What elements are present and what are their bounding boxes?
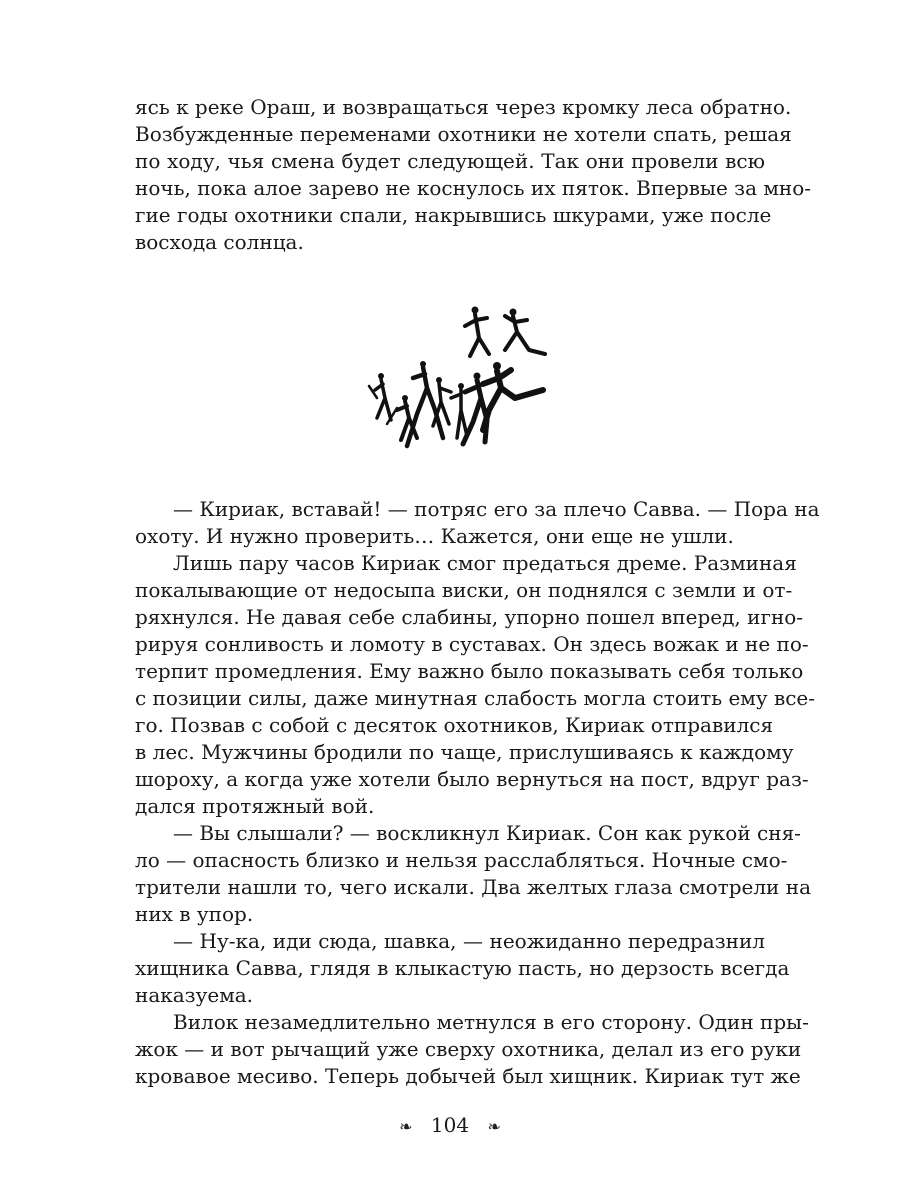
text-line: — Вы слышали? — воскликнул Кириак. Сон как рукой сня- [173, 821, 801, 845]
text-line: наказуема. [135, 983, 254, 1007]
text-line: Вилок незамедлительно метнулся в его сторону. Один пры- [173, 1010, 809, 1034]
text-line: шороху, а когда уже хотели было вернуться на пост, вдруг раз- [135, 767, 809, 791]
text-line: жок — и вот рычащий уже сверху охотника, делал из его руки [135, 1037, 802, 1061]
paragraph-main [135, 496, 820, 1090]
text-line: го. Позвав с собой с десяток охотников, Кириак отправился [135, 713, 774, 737]
paragraph-top [135, 94, 812, 256]
text-line: ясь к реке Ораш, и возвращаться через кромку леса обратно. [135, 95, 792, 119]
text-line: терпит промедления. Ему важно было показывать себя только [135, 659, 804, 683]
ornament-left-icon: ❧ [399, 1116, 413, 1136]
cave-painting-hunters-icon [367, 298, 557, 463]
text-line: них в упор. [135, 902, 254, 926]
page-number: 104 [430, 1113, 470, 1137]
book-page [135, 0, 820, 1200]
ornament-right-icon: ❧ [487, 1116, 501, 1136]
text-line: охоту. И нужно проверить… Кажется, они еще не ушли. [135, 524, 734, 548]
text-line: — Кириак, вставай! — потряс его за плечо Савва. — Пора на [173, 497, 820, 521]
text-line: ночь, пока алое зарево не коснулось их пяток. Впервые за мно- [135, 176, 812, 200]
text-line: кровавое месиво. Теперь добычей был хищник. Кириак тут же [135, 1064, 801, 1088]
text-line: покалывающие от недосыпа виски, он поднялся с земли и от- [135, 578, 793, 602]
page-footer [135, 1110, 765, 1140]
text-line: восхода солнца. [135, 230, 304, 254]
text-line: в лес. Мужчины бродили по чаще, прислушиваясь к каждому [135, 740, 794, 764]
text-line: ло — опасность близко и нельзя расслабляться. Ночные смо- [135, 848, 788, 872]
text-line: по ходу, чья смена будет следующей. Так они провели всю [135, 149, 765, 173]
text-line: рируя сонливость и ломоту в суставах. Он здесь вожак и не по- [135, 632, 809, 656]
text-line: хищника Савва, глядя в клыкастую пасть, но дерзость всегда [135, 956, 790, 980]
text-line: — Ну-ка, иди сюда, шавка, — неожиданно передразнил [173, 929, 765, 953]
text-line: дался протяжный вой. [135, 794, 375, 818]
text-line: гие годы охотники спали, накрывшись шкурами, уже после [135, 203, 772, 227]
text-line: с позиции силы, даже минутная слабость могла стоить ему все- [135, 686, 816, 710]
text-line: трители нашли то, чего искали. Два желтых глаза смотрели на [135, 875, 811, 899]
text-line: Лишь пару часов Кириак смог предаться дреме. Разминая [173, 551, 797, 575]
text-line: ряхнулся. Не давая себе слабины, упорно пошел вперед, игно- [135, 605, 804, 629]
text-line: Возбужденные переменами охотники не хотели спать, решая [135, 122, 792, 146]
